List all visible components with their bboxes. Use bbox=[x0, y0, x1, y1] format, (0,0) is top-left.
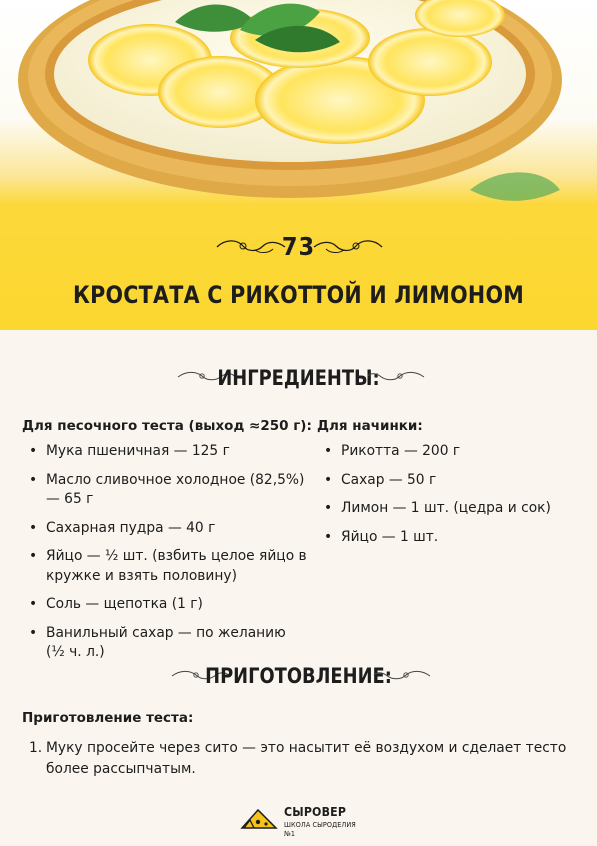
list-item: • Сахарная пудра — 40 г bbox=[22, 519, 307, 539]
title-band bbox=[0, 205, 597, 330]
brand-subtitle: ШКОЛА СЫРОДЕЛИЯ №1 bbox=[284, 820, 356, 838]
dough-ingredients-list bbox=[22, 442, 307, 672]
list-item: • Сахар — 50 г bbox=[317, 471, 577, 491]
brand-logo bbox=[240, 802, 370, 838]
list-item: • Соль — щепотка (1 г) bbox=[22, 595, 307, 615]
filling-subheading: Для начинки: bbox=[317, 418, 423, 434]
recipe-number: 73 bbox=[281, 232, 316, 261]
step-item bbox=[22, 738, 577, 780]
preparation-steps bbox=[22, 738, 577, 780]
ornament-right-icon bbox=[366, 368, 426, 384]
cheese-logo-icon bbox=[240, 806, 278, 830]
preparation-heading: ПРИГОТОВЛЕНИЕ: bbox=[205, 664, 392, 688]
list-item: • Масло сливочное холодное (82,5%) — 65 г bbox=[22, 471, 307, 510]
filling-ingredients-list bbox=[317, 442, 577, 556]
recipe-title: КРОСТАТА С РИКОТТОЙ И ЛИМОНОМ bbox=[72, 281, 525, 309]
list-item: • Мука пшеничная — 125 г bbox=[22, 442, 307, 462]
list-item: • Яйцо — 1 шт. bbox=[317, 528, 577, 548]
ornament-right-icon bbox=[312, 236, 384, 256]
dough-preparation-subheading: Приготовление теста: bbox=[22, 710, 194, 726]
ingredients-heading: ИНГРЕДИЕНТЫ: bbox=[217, 366, 380, 390]
dough-subheading: Для песочного теста (выход ≈250 г): bbox=[22, 418, 312, 434]
list-item: • Ванильный сахар — по желанию (½ ч. л.) bbox=[22, 624, 307, 663]
list-item: • Яйцо — ½ шт. (взбить целое яйцо в кружке и взять половину) bbox=[22, 547, 307, 586]
step-text: Муку просейте через сито — это насытит её воздухом и сделает тесто более рассыпчатым. bbox=[46, 740, 567, 777]
list-item: • Рикотта — 200 г bbox=[317, 442, 577, 462]
brand-name: СЫРОВЕР bbox=[284, 804, 347, 819]
ornament-right-icon bbox=[372, 667, 432, 683]
step-number: 1. bbox=[29, 740, 43, 756]
list-item: • Лимон — 1 шт. (цедра и сок) bbox=[317, 499, 577, 519]
